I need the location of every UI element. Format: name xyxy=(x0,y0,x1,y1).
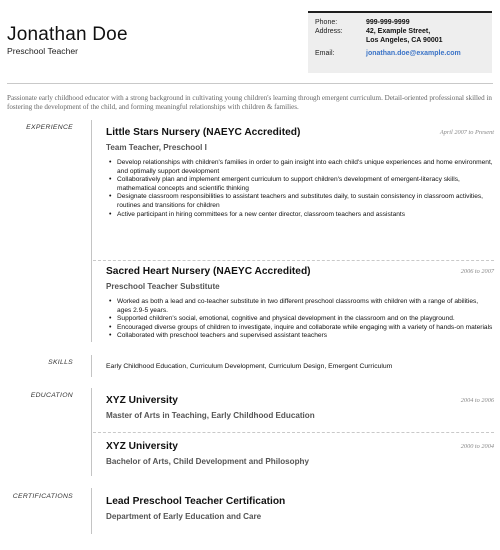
contact-phone-row xyxy=(315,18,492,27)
address-line-2: Los Angeles, CA 90001 xyxy=(366,37,443,44)
responsibility-item: • Supported children's social, emotional, cognitive and physical development in the classroom and on the playground. xyxy=(106,315,494,324)
job-title: Team Teacher, Preschool I xyxy=(106,143,207,152)
job-title: Preschool Teacher Substitute xyxy=(106,282,220,291)
address-label: Address: xyxy=(315,28,343,35)
experience-vertical-rule xyxy=(91,120,92,342)
candidate-name: Jonathan Doe xyxy=(7,24,128,45)
employer-name: Little Stars Nursery (NAEYC Accredited) xyxy=(106,127,301,138)
section-label-experience: EXPERIENCE xyxy=(26,124,73,131)
responsibility-item: • Encouraged diverse groups of children to investigate, inquire and collaborate while engaging with a variety of hands-on materials xyxy=(106,324,494,333)
responsibility-item: • Worked as both a lead and co-teacher substitute in two different preschool classrooms with children with a range of abilities, ages 2.9-5 years. xyxy=(106,298,494,315)
certification-issuer: Department of Early Education and Care xyxy=(106,512,262,521)
education-entry xyxy=(106,441,494,466)
phone-label: Phone: xyxy=(315,19,338,26)
education-dates: 2004 to 2006 xyxy=(460,397,494,404)
certification-name: Lead Preschool Teacher Certification xyxy=(106,496,286,507)
responsibility-list xyxy=(106,159,494,219)
employment-dates: 2006 to 2007 xyxy=(460,268,494,275)
experience-entry xyxy=(106,127,494,219)
degree-name: Master of Arts in Teaching, Early Childhood Education xyxy=(106,411,315,420)
education-dates: 2000 to 2004 xyxy=(460,443,494,450)
address-line-1: 42, Example Street, xyxy=(366,28,431,35)
responsibility-item: • Develop relationships with children's families in order to gain insight into each child's unique experiences and home environment, and optimally support development xyxy=(106,159,494,176)
contact-address-row-2 xyxy=(315,36,492,45)
contact-email-row xyxy=(315,49,492,58)
entry-divider xyxy=(93,432,494,433)
responsibility-item: • Collaborated with preschool teachers and supervised assistant teachers xyxy=(106,332,494,341)
responsibility-list xyxy=(106,298,494,341)
skills-list: Early Childhood Education, Curriculum Development, Curriculum Design, Emergent Curriculum xyxy=(106,363,393,370)
phone-value: 999-999-9999 xyxy=(366,19,410,26)
responsibility-item: • Active participant in hiring committees for a new center director, classroom teachers and assistants xyxy=(106,211,494,220)
responsibility-item: • Designate classroom responsibilities to assistant teachers and substitutes daily, to sustain consistency in classroom activities, routines and transitions for children xyxy=(106,193,494,210)
skills-vertical-rule xyxy=(91,355,92,377)
degree-name: Bachelor of Arts, Child Development and Philosophy xyxy=(106,457,309,466)
section-label-certifications: CERTIFICATIONS xyxy=(12,493,73,500)
school-name: XYZ University xyxy=(106,395,178,406)
employer-name: Sacred Heart Nursery (NAEYC Accredited) xyxy=(106,266,311,277)
contact-address-row xyxy=(315,27,492,36)
education-vertical-rule xyxy=(91,388,92,476)
section-label-skills: SKILLS xyxy=(48,359,73,366)
responsibility-item: • Collaboratively plan and implement emergent curriculum to support children's development of emergent-literacy skills, mathematical concepts and scientific thinking xyxy=(106,176,494,193)
certification-entry xyxy=(106,496,494,521)
email-label: Email: xyxy=(315,50,335,57)
school-name: XYZ University xyxy=(106,441,178,452)
contact-box xyxy=(308,13,492,73)
entry-divider xyxy=(93,260,494,261)
candidate-role: Preschool Teacher xyxy=(7,46,79,56)
employment-dates: April 2007 to Present xyxy=(439,129,494,136)
certifications-vertical-rule xyxy=(91,488,92,534)
header-divider xyxy=(7,83,493,84)
email-link[interactable]: jonathan.doe@example.com xyxy=(366,50,461,57)
resume-header xyxy=(0,0,500,80)
summary-paragraph: Passionate early childhood educator with a strong background in cultivating young children's learning through emergent curriculum. Detail-oriented professional skilled in fostering the development of the child, and forming meaningful relationships with children & families. xyxy=(7,94,492,112)
experience-entry xyxy=(106,266,494,341)
section-label-education: EDUCATION xyxy=(30,392,73,399)
education-entry xyxy=(106,395,494,420)
